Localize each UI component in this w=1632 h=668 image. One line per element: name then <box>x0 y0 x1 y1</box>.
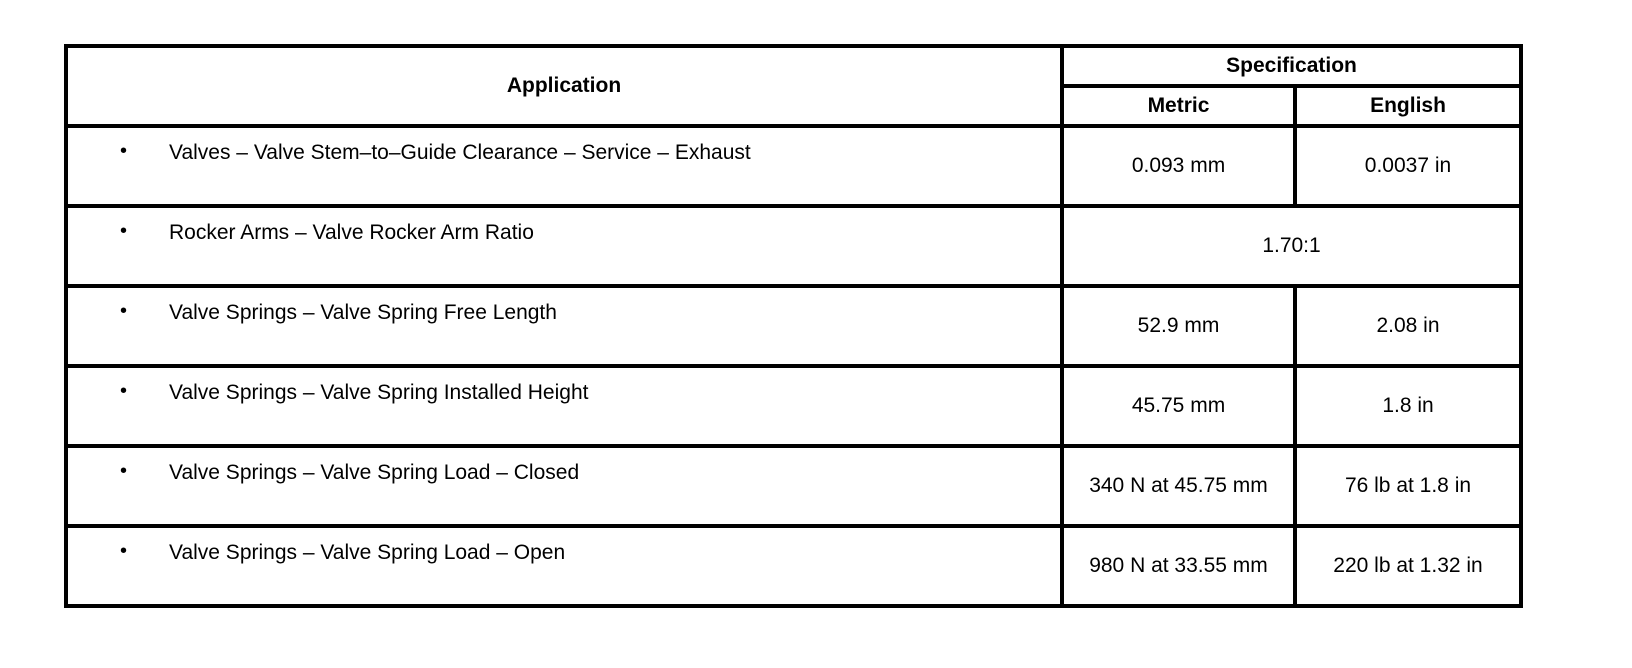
application-text: Valve Springs – Valve Spring Free Length <box>169 301 557 324</box>
english-value: 0.0037 in <box>1295 126 1521 206</box>
bullet-icon: • <box>120 300 128 322</box>
application-cell <box>66 126 1062 206</box>
metric-value: 980 N at 33.55 mm <box>1062 526 1295 606</box>
bullet-icon: • <box>120 140 128 162</box>
application-cell <box>66 446 1062 526</box>
bullet-icon: • <box>120 460 128 482</box>
metric-value: 52.9 mm <box>1062 286 1295 366</box>
english-value: 2.08 in <box>1295 286 1521 366</box>
table-row <box>66 126 1521 206</box>
specification-table <box>64 44 1523 608</box>
application-cell <box>66 206 1062 286</box>
application-text: Rocker Arms – Valve Rocker Arm Ratio <box>169 221 534 244</box>
metric-value: 0.093 mm <box>1062 126 1295 206</box>
application-cell <box>66 286 1062 366</box>
english-value: 76 lb at 1.8 in <box>1295 446 1521 526</box>
application-text: Valves – Valve Stem–to–Guide Clearance – Service – Exhaust <box>169 141 751 164</box>
application-cell <box>66 526 1062 606</box>
english-value: 1.8 in <box>1295 366 1521 446</box>
table-row <box>66 446 1521 526</box>
application-cell <box>66 366 1062 446</box>
table-row <box>66 206 1521 286</box>
combined-value: 1.70:1 <box>1062 206 1521 286</box>
english-header: English <box>1295 86 1521 126</box>
bullet-icon: • <box>120 380 128 402</box>
metric-value: 45.75 mm <box>1062 366 1295 446</box>
bullet-icon: • <box>120 220 128 242</box>
specification-header: Specification <box>1062 46 1521 86</box>
bullet-icon: • <box>120 540 128 562</box>
metric-value: 340 N at 45.75 mm <box>1062 446 1295 526</box>
application-text: Valve Springs – Valve Spring Installed Height <box>169 381 589 404</box>
application-header: Application <box>66 46 1062 126</box>
application-text: Valve Springs – Valve Spring Load – Closed <box>169 461 580 484</box>
application-text: Valve Springs – Valve Spring Load – Open <box>169 541 566 564</box>
table-row <box>66 526 1521 606</box>
table-row <box>66 286 1521 366</box>
metric-header: Metric <box>1062 86 1295 126</box>
english-value: 220 lb at 1.32 in <box>1295 526 1521 606</box>
table-row <box>66 366 1521 446</box>
